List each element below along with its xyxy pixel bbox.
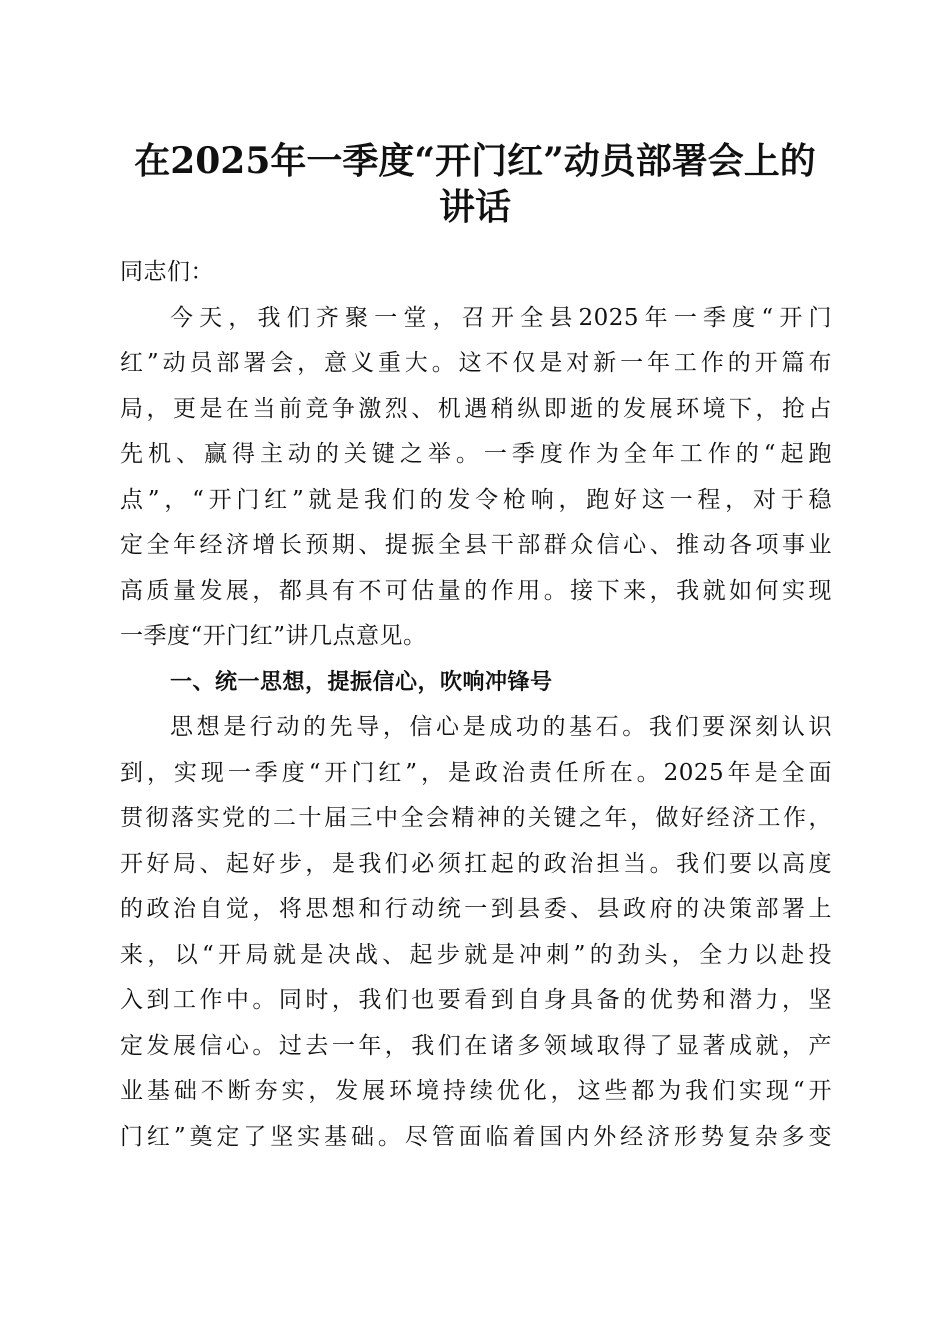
paragraph-line: 门红”奠定了坚实基础。尽管面临着国内外经济形势复杂多变 bbox=[120, 1123, 832, 1150]
paragraph-line: 定发展信心。过去一年，我们在诸多领域取得了显著成就，产 bbox=[120, 1032, 832, 1059]
paragraph-line: 点”，“开门红”就是我们的发令枪响，跑好这一程，对于稳 bbox=[120, 486, 832, 513]
title-line-2: 讲话 bbox=[438, 186, 511, 228]
paragraph-line: 贯彻落实党的二十届三中全会精神的关键之年，做好经济工作， bbox=[120, 805, 832, 831]
paragraph-line: 先机、赢得主动的关键之举。一季度作为全年工作的“起跑 bbox=[120, 441, 832, 467]
paragraph-line: 局，更是在当前竞争激烈、机遇稍纵即逝的发展环境下，抢占 bbox=[120, 395, 832, 422]
paragraph-1 bbox=[120, 296, 832, 660]
document-title bbox=[100, 138, 850, 230]
paragraph-line: 开好局、起好步，是我们必须扛起的政治担当。我们要以高度 bbox=[120, 850, 832, 877]
paragraph-line: 思想是行动的先导，信心是成功的基石。我们要深刻认识 bbox=[170, 714, 832, 740]
salutation: 同志们： bbox=[120, 259, 214, 285]
paragraph-line: 到，实现一季度“开门红”，是政治责任所在。2025年是全面 bbox=[120, 759, 832, 786]
paragraph-2 bbox=[120, 705, 832, 1160]
title-line-1: 在2025年一季度“开门红”动员部署会上的 bbox=[134, 140, 816, 182]
paragraph-line: 一季度“开门红”讲几点意见。 bbox=[120, 623, 427, 649]
paragraph-line: 红”动员部署会，意义重大。这不仅是对新一年工作的开篇布 bbox=[120, 350, 832, 376]
paragraph-line: 高质量发展，都具有不可估量的作用。接下来，我就如何实现 bbox=[120, 577, 832, 604]
section-1-heading: 一、统一思想，提振信心，吹响冲锋号 bbox=[170, 669, 553, 695]
document-body bbox=[120, 250, 832, 1160]
paragraph-line: 入到工作中。同时，我们也要看到自身具备的优势和潜力，坚 bbox=[120, 987, 832, 1013]
paragraph-line: 的政治自觉，将思想和行动统一到县委、县政府的决策部署上 bbox=[120, 896, 832, 922]
paragraph-line: 业基础不断夯实，发展环境持续优化，这些都为我们实现“开 bbox=[120, 1078, 832, 1104]
paragraph-line: 今天，我们齐聚一堂，召开全县2025年一季度“开门 bbox=[170, 304, 832, 331]
paragraph-line: 来，以“开局就是决战、起步就是冲刺”的劲头，全力以赴投 bbox=[120, 941, 832, 968]
paragraph-line: 定全年经济增长预期、提振全县干部群众信心、推动各项事业 bbox=[120, 532, 832, 558]
